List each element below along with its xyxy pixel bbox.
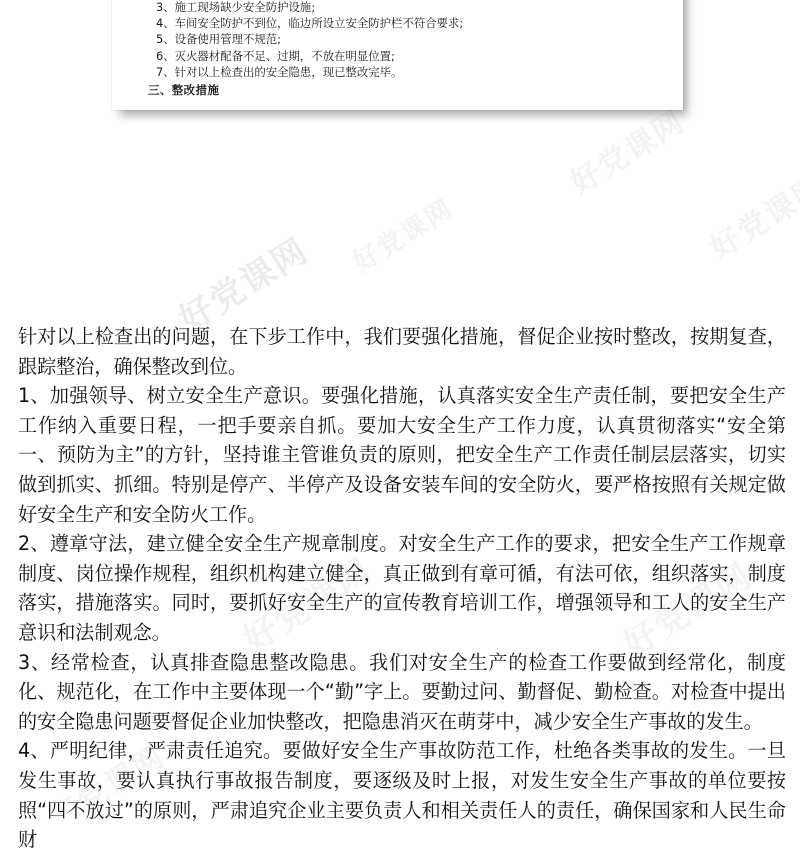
card-problem-item: 6、灭火器材配备不足、过期，不放在明显位置; xyxy=(156,48,395,63)
card-heading-corrective-measures: 三、整改措施 xyxy=(148,82,220,97)
scanned-page-content xyxy=(126,0,669,98)
watermark-text: 好党课网 xyxy=(172,230,316,341)
watermark-text xyxy=(345,189,460,280)
body-paragraph-measure-1: 1、加强领导、树立安全生产意识。要强化措施，认真落实安全生产责任制，要把安全生产工作纳入重要日程，一把手要亲自抓。要加大安全生产工作力度，认真贯彻落实“安全第一、预防为主”的方针，坚持谁主管谁负责的原则，把安全生产工作责任制层层落实，切实做到抓实、抓细。特别是停产、半停产及设备安装车间的安全防火，要严格按照有关规定做好安全生产和安全防火工作。 xyxy=(18,384,786,526)
document-body xyxy=(0,322,800,855)
body-paragraph-measure-4: 4、严明纪律，严肃责任追究。要做好安全生产事故防范工作，杜绝各类事故的发生。一旦发生事故，要认真执行事故报告制度，要逐级及时上报，对发生安全生产事故的单位要按照“四不放过”的原则，严肃追究企业主要负责人和相关责任人的责任，确保国家和人民生命财 xyxy=(18,739,786,852)
card-problem-item: 7、针对以上检查出的安全隐患，现已整改完毕。 xyxy=(156,65,403,80)
card-problem-item: 5、设备使用管理不规范; xyxy=(156,32,281,47)
body-paragraph-intro: 针对以上检查出的问题，在下步工作中，我们要强化措施，督促企业按时整改，按期复查，跟踪整治，确保整改到位。 xyxy=(18,325,786,378)
body-paragraph-measure-2: 2、遵章守法，建立健全安全生产规章制度。对安全生产工作的要求，把安全生产工作规章制度、岗位操作规程，组织机构建立健全，真正做到有章可循，有法可依，组织落实，制度落实，措施落实。同时，要抓好安全生产的宣传教育培训工作，增强领导和工人的安全生产意识和法制观念。 xyxy=(18,532,786,644)
body-paragraph-measure-3: 3、经常检查，认真排查隐患整改隐患。我们对安全生产的检查工作要做到经常化，制度化、规范化，在工作中主要体现一个“勤”字上。要勤过问、勤督促、勤检查。对检查中提出的安全隐患问题要督促企业加快整改，把隐患消灭在萌芽中，减少安全生产事故的发生。 xyxy=(18,650,786,733)
scanned-page-card xyxy=(112,0,683,110)
card-problem-item: 3、施工现场缺少安全防护设施; xyxy=(156,0,316,14)
card-problem-item: 4、车间安全防护不到位，临边所设立安全防护栏不符合要求; xyxy=(156,16,464,31)
scanned-page-thumbnail-region xyxy=(0,0,800,185)
